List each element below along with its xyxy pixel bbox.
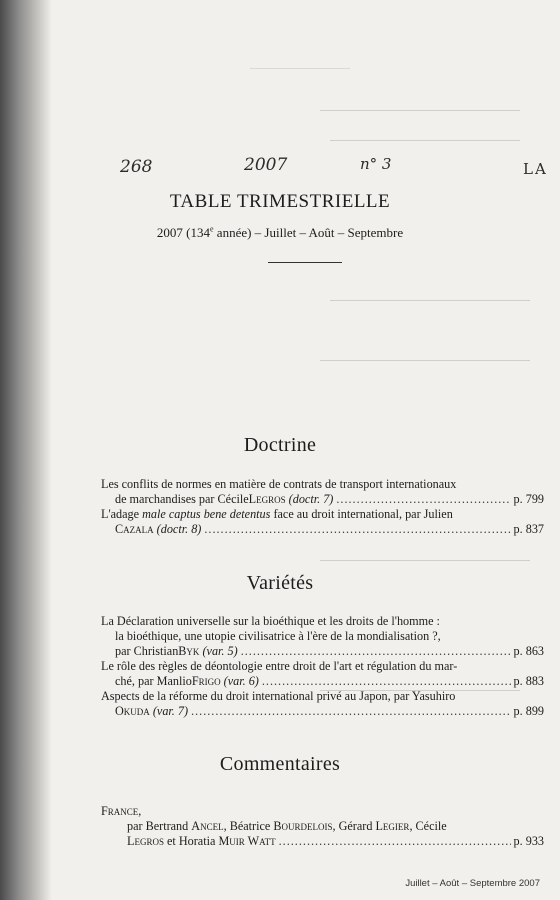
toc-entry[interactable] — [101, 689, 544, 719]
bleed-through-line — [330, 140, 520, 141]
toc-entry[interactable] — [101, 614, 544, 659]
bleed-through-line — [320, 110, 520, 111]
entry-text: et Horatia — [163, 834, 219, 848]
entry-title-italic: male captus bene detentus — [142, 507, 271, 521]
entry-author-line — [101, 819, 544, 834]
entry-author: Frigo — [191, 674, 221, 688]
entry-title-cont: ché, par Manlio — [115, 674, 192, 688]
page-footer: Juillet – Août – Septembre 2007 — [405, 878, 540, 889]
entry-ref: (var. 6) — [223, 674, 259, 688]
entry-author: Byk — [178, 644, 200, 658]
handwritten-initials: LA — [523, 160, 548, 178]
entry-author-line — [101, 834, 544, 849]
entry-ref: (doctr. 7) — [288, 492, 334, 506]
handwritten-ref: 268 — [120, 157, 153, 177]
entry-country: France, — [101, 804, 142, 818]
entry-title-line: Le rôle des règles de déontologie entre droit de l'art et régulation du mar- — [101, 659, 458, 673]
issue-subtitle — [0, 225, 560, 241]
entry-author-line — [101, 522, 544, 537]
entry-text: , Béatrice — [223, 819, 274, 833]
issue-subtitle-text: 2007 (134e année) – Juillet – Août – Septembre — [156, 225, 404, 241]
section-heading-varietes: Variétés — [246, 572, 314, 594]
bleed-through-line — [320, 560, 530, 561]
bleed-through-line — [320, 360, 530, 361]
section-heading-doctrine: Doctrine — [243, 434, 317, 456]
entry-author: Legier — [375, 819, 410, 833]
section-heading-commentaires: Commentaires — [219, 753, 341, 775]
entry-title-line — [101, 507, 544, 522]
entry-author: Legros — [127, 834, 164, 848]
toc-entry[interactable] — [101, 659, 544, 689]
entry-title-cont: de marchandises par Cécile — [115, 492, 249, 506]
entry-author: Ancel — [191, 819, 224, 833]
dot-leader — [262, 674, 511, 689]
title-rule — [268, 262, 342, 263]
handwritten-issue: n° 3 — [360, 155, 392, 173]
entry-page: p. 837 — [513, 522, 544, 536]
entry-page: p. 883 — [513, 674, 544, 688]
dot-leader — [191, 704, 510, 719]
entry-author: Cazala — [115, 522, 154, 536]
dot-leader — [204, 522, 510, 537]
dot-leader — [241, 644, 511, 659]
dot-leader — [336, 492, 510, 507]
entry-author-line — [101, 674, 544, 689]
entry-author: Bourdelois — [273, 819, 333, 833]
entry-text: par Bertrand — [127, 819, 192, 833]
dot-leader — [279, 834, 511, 849]
toc-entry[interactable] — [101, 477, 544, 507]
entry-ref: (doctr. 8) — [156, 522, 202, 536]
handwritten-year: 2007 — [244, 155, 288, 175]
entry-title-line: La Déclaration universelle sur la bioéthique et les droits de l'homme : — [101, 614, 440, 628]
entry-page: p. 933 — [513, 834, 544, 848]
entry-title-line: la bioéthique, une utopie civilisatrice à l'ère de la mondialisation ?, — [115, 629, 441, 643]
entry-author: Muir Watt — [218, 834, 276, 848]
entry-title-cont: par Christian — [115, 644, 179, 658]
toc-entry[interactable] — [101, 507, 544, 537]
entry-author: Legros — [248, 492, 286, 506]
entry-author: Okuda — [115, 704, 150, 718]
bleed-through-line — [330, 300, 530, 301]
entry-author-line — [101, 704, 544, 719]
entry-title-post: face au droit international, par Julien — [270, 507, 453, 521]
entry-page: p. 799 — [513, 492, 544, 506]
entry-page: p. 899 — [513, 704, 544, 718]
entry-title-line: Aspects de la réforme du droit international privé au Japon, par Yasuhiro — [101, 689, 456, 703]
entry-title-line: Les conflits de normes en matière de contrats de transport internationaux — [101, 477, 457, 491]
entry-ref: (var. 5) — [202, 644, 238, 658]
entry-page: p. 863 — [513, 644, 544, 658]
entry-text: , Gérard — [332, 819, 376, 833]
entry-text: , Cécile — [409, 819, 447, 833]
entry-author-line — [101, 492, 544, 507]
entry-title-pre: L'adage — [101, 507, 143, 521]
entry-ref: (var. 7) — [152, 704, 189, 718]
toc-entry[interactable] — [101, 804, 544, 849]
entry-author-line — [101, 644, 544, 659]
page-title: TABLE TRIMESTRIELLE — [169, 191, 391, 212]
